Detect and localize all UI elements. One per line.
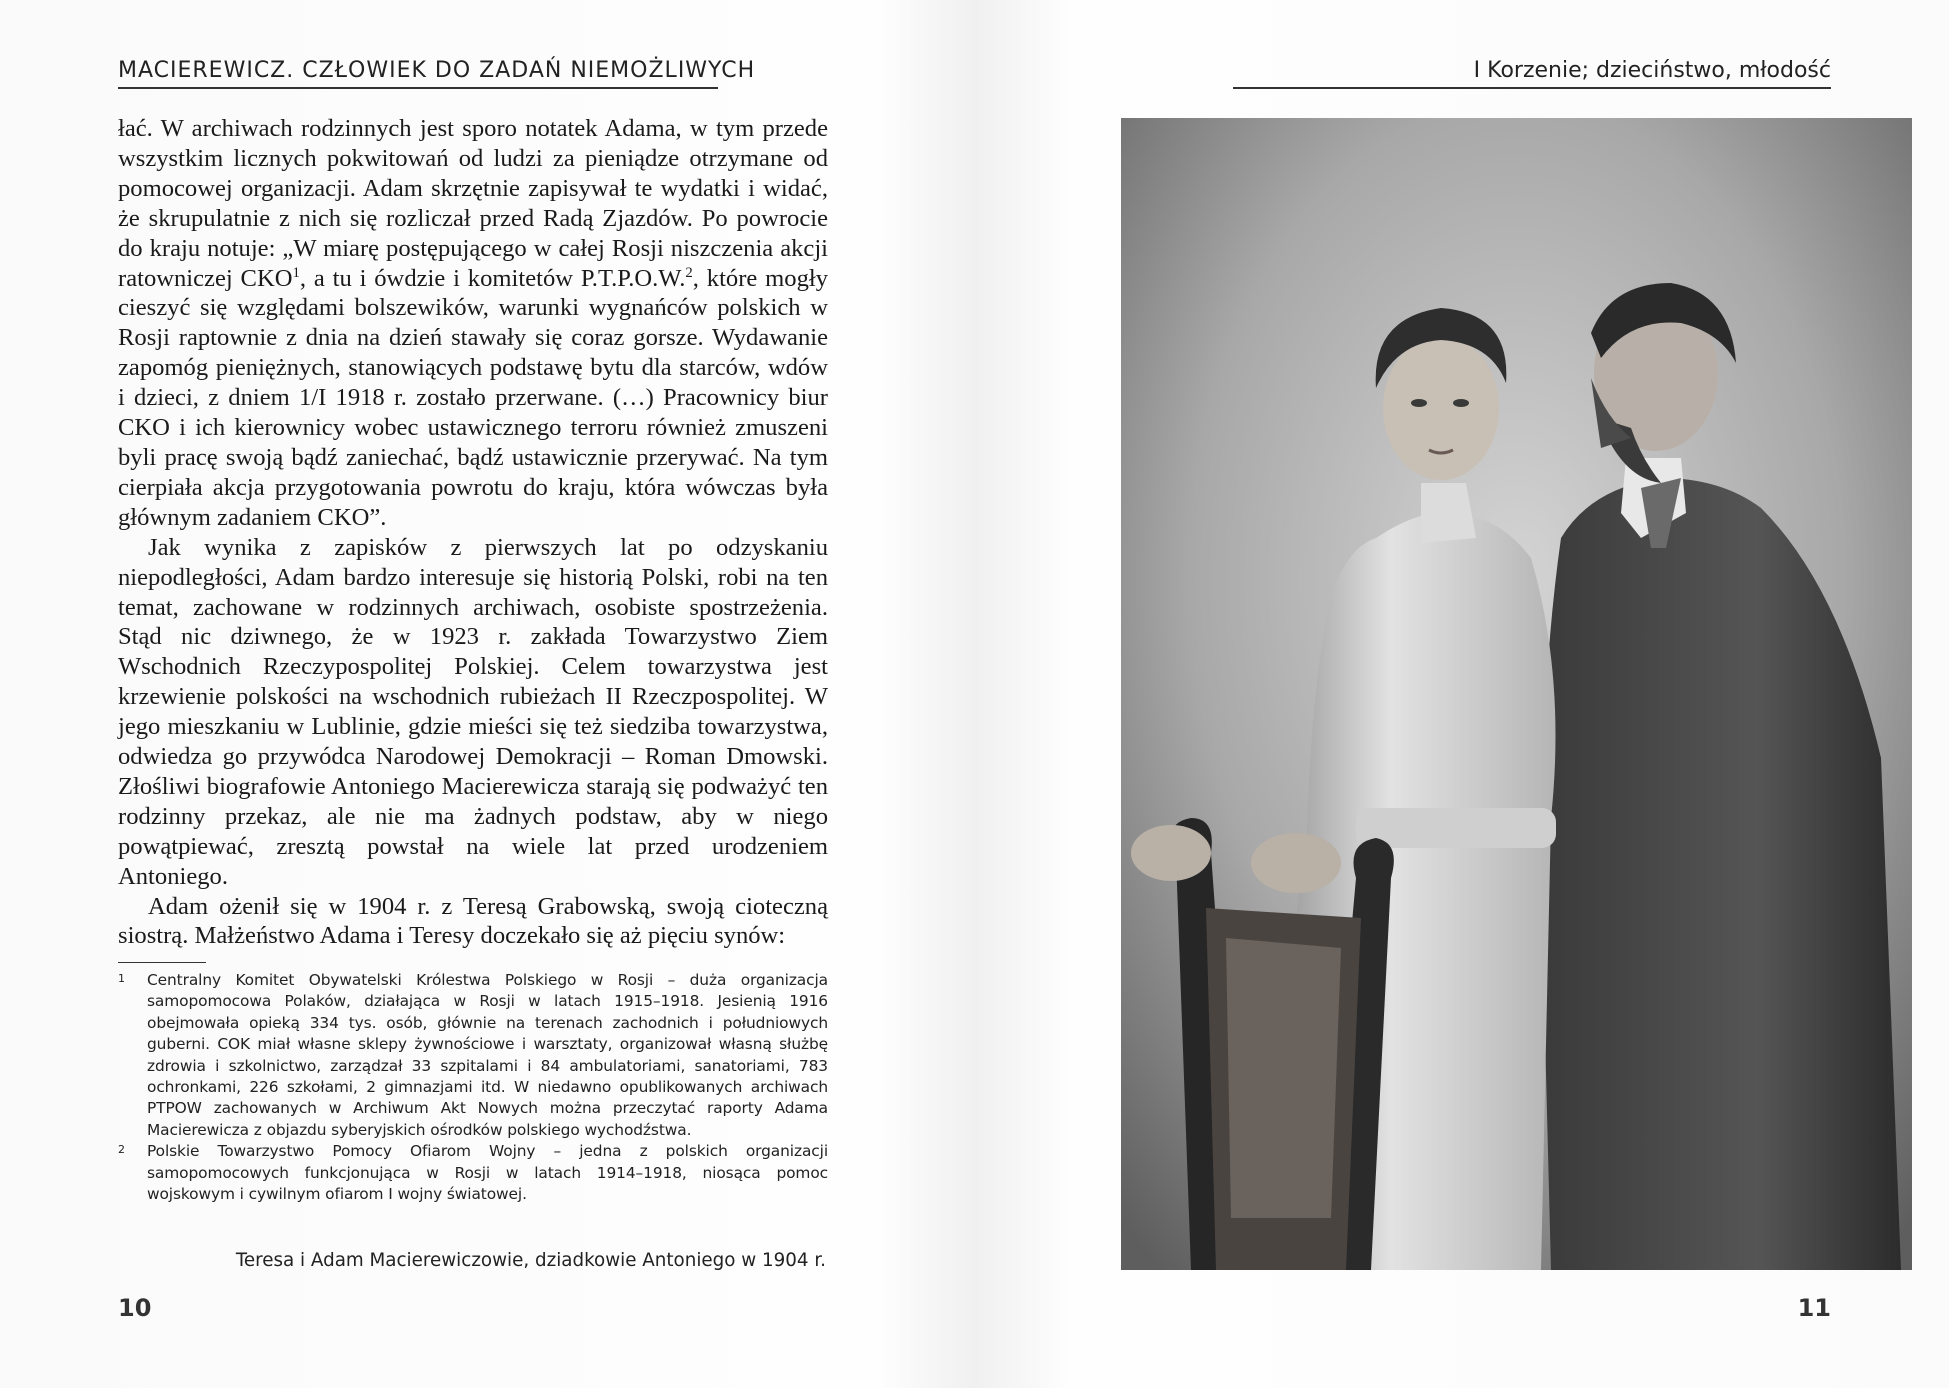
paragraph-2: Jak wynika z zapisków z pierwszych lat po odzyskaniu niepodległości, Adam bardzo interesuje się historią Polski, robi na ten temat, zachowane w rodzinnych archiwach, osobiste spostrzeżenia. Stąd nic dziwnego, że w 1923 r. zakłada Towarzystwo Ziem Wschodnich Rzeczypospolitej Polskiej. Celem towarzystwa jest krzewienie polskości na wschodnich rubieżach II Rzeczpospolitej. W jego mieszkaniu w Lublinie, gdzie mieści się też siedziba towarzystwa, odwiedza go przywódca Narodowej Demokracji – Roman Dmowski. Złośliwi biografowie Antoniego Macierewicza starają się podważyć ten rodzinny przekaz, ale nie ma żadnych podstaw, aby w niego powątpiewać, zresztą powstał na wiele lat przed urodzeniem Antoniego. <box>118 533 828 890</box>
footnote-1-text: Centralny Komitet Obywatelski Królestwa Polskiego w Rosji – duża organizacja samopomocowa Polaków, działająca w Rosji w latach 1915–1918. Jesienią 1916 obejmowała opieką 334 tys. osób, głównie na terenach zachodnich i południowych guberni. COK miał własne sklepy żywnościowe i warsztaty, organizował własną służbę zdrowia i szkolnictwo, zarządzał 33 szpitalami i 84 ambulatoriami, sanatoriami, 783 ochronkami, 226 szkołami, 2 gimnazjami itd. W niedawno opublikowanych archiwach PTPOW zachowanych w Archiwum Akt Nowych można przeczytać raporty Adama Macierewicza z objazdu syberyjskich ośrodków polskiego wychodźstwa. <box>147 971 828 1139</box>
footnote-2-text: Polskie Towarzystwo Pomocy Ofiarom Wojny – jedna z polskich organizacji samopomocowych funkcjonująca w Rosji w latach 1914–1918, niosąca pomoc wojskowym i cywilnym ofiarom I wojny światowej. <box>147 1142 828 1204</box>
footnote-2 <box>118 1141 828 1205</box>
woman-hand <box>1251 833 1341 893</box>
footnote-1-number: 1 <box>118 972 125 985</box>
footnote-ref-1: 1 <box>292 264 300 281</box>
paragraph-1-part-b: , a tu i ówdzie i komitetów P.T.P.O.W. <box>299 264 686 292</box>
main-text <box>118 114 828 951</box>
footnote-rule <box>118 962 206 963</box>
paragraph-1-part-c: , które mogły cieszyć się względami bolszewików, warunki wygnańców polskich w Rosji raptownie z dnia na dzień stawały się coraz gorsze. Wydawanie zapomóg pieniężnych, stanowiących podstawę bytu dla starców, wdów i dzieci, z dniem 1/I 1918 r. zostało przerwane. (…) Pracownicy biur CKO i ich kierownicy wobec ustawicznego terroru również zmuszeni byli pracę swoją bądź zaniechać, bądź ustawicznie przerywać. Na tym cierpiała akcja przygotowania powrotu do kraju, która wówczas była głównym zadaniem CKO”. <box>118 264 829 531</box>
page-number-left: 10 <box>118 1294 152 1322</box>
paragraph-3: Adam ożenił się w 1904 r. z Teresą Grabowską, swoją cioteczną siostrą. Małżeństwo Adama i Teresy doczekało się aż pięciu synów: <box>118 892 828 950</box>
running-head-right: I Korzenie; dzieciństwo, młodość <box>1233 58 1831 89</box>
woman-hand-left <box>1131 825 1211 881</box>
footnote-ref-2: 2 <box>685 264 693 281</box>
footnotes <box>118 970 828 1205</box>
portrait-photo <box>1121 118 1912 1270</box>
page-number-right: 11 <box>1797 1294 1831 1322</box>
paragraph-1-part-a: łać. W archiwach rodzinnych jest sporo notatek Adama, w tym przede wszystkim licznych pokwitowań od ludzi za pieniądze otrzymane od pomocowej organizacji. Adam skrzętnie zapisywał te wydatki i widać, że skrupulatnie z nich się rozliczał przed Radą Zjazdów. Po powrocie do kraju notuje: „W miarę postępującego w całej Rosji niszczenia akcji ratowniczej CKO <box>118 115 828 292</box>
running-head-left: MACIEREWICZ. CZŁOWIEK DO ZADAŃ NIEMOŻLIWYCH <box>118 58 718 89</box>
photo-caption: Teresa i Adam Macierewiczowie, dziadkowie Antoniego w 1904 r. <box>235 1250 826 1271</box>
paragraph-1 <box>118 114 828 533</box>
portrait-illustration <box>1121 118 1912 1270</box>
footnote-2-number: 2 <box>118 1143 125 1157</box>
footnote-1 <box>118 970 828 1141</box>
